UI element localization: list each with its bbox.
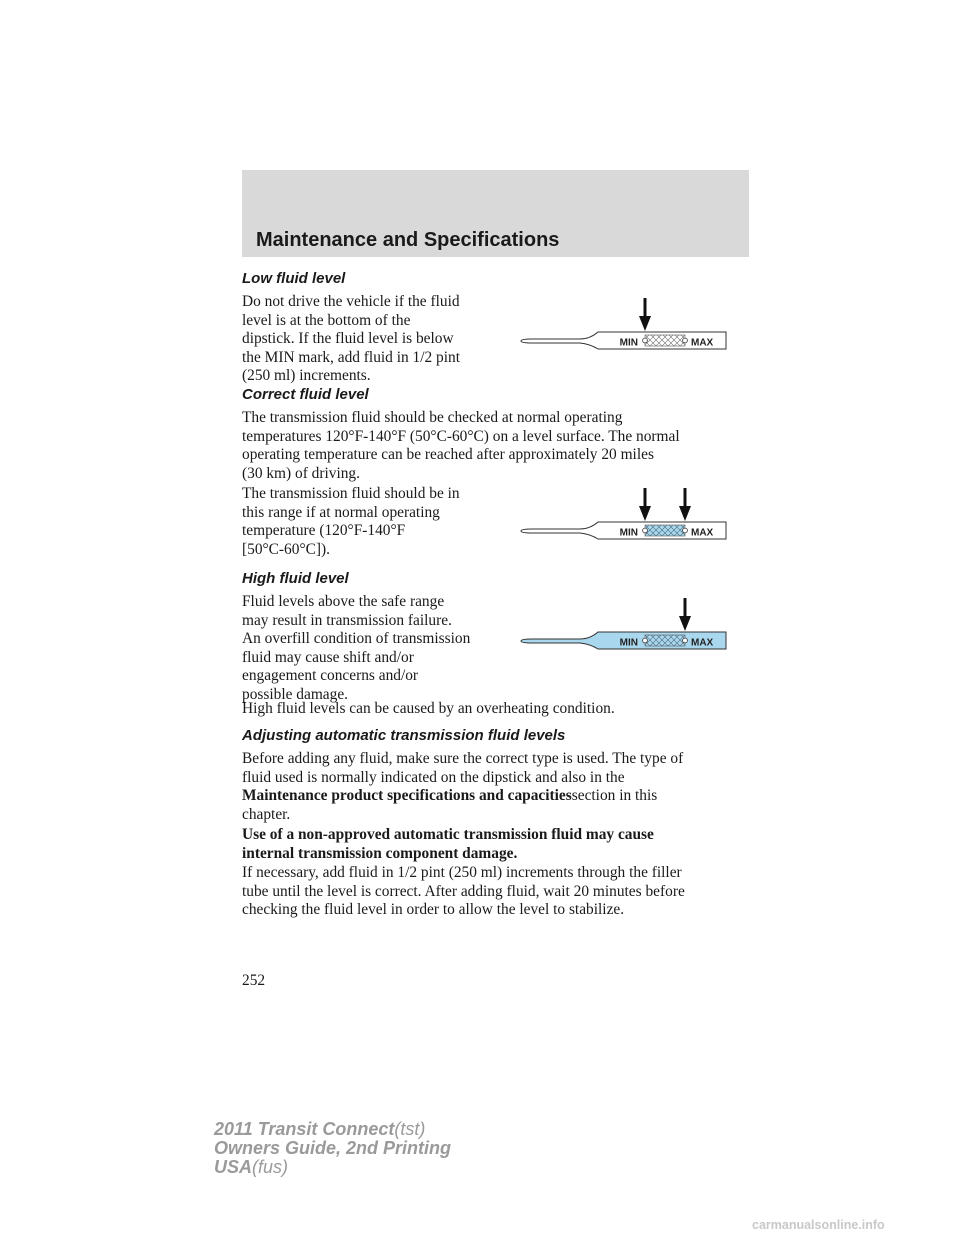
- arrow-shaft-max: [684, 488, 687, 508]
- market-code: (fus): [252, 1157, 289, 1177]
- min-label: MIN: [619, 337, 638, 349]
- min-mark: [643, 638, 648, 643]
- max-mark: [683, 638, 688, 643]
- text-line: [242, 787, 683, 806]
- vehicle-name: 2011 Transit Connect: [214, 1119, 395, 1139]
- text-line: fluid used is normally indicated on the dipstick and also in the: [242, 768, 625, 786]
- text-line: engagement concerns and/or: [242, 667, 419, 685]
- text-line: internal transmission component damage.: [242, 844, 518, 862]
- footer-line: [214, 1120, 451, 1139]
- text-line: fluid may cause shift and/or: [242, 648, 414, 666]
- text-line: The transmission fluid should be in: [242, 485, 460, 502]
- page-number: 252: [242, 972, 266, 989]
- hatch-zone: [645, 335, 685, 346]
- text-line: (250 ml) increments.: [242, 367, 371, 385]
- high-fluid-text: [242, 593, 470, 705]
- text-line: Before adding any fluid, make sure the correct type is used. The type of: [242, 750, 684, 767]
- max-label: MAX: [691, 337, 714, 349]
- arrow-shaft-min: [644, 488, 647, 508]
- spec-reference: Maintenance product specifications and capacities: [242, 787, 572, 805]
- min-label: MIN: [619, 637, 638, 649]
- section-title: Maintenance and Specifications: [256, 229, 560, 251]
- min-mark: [643, 338, 648, 343]
- arrow-head-max: [679, 506, 691, 521]
- min-label: MIN: [619, 527, 638, 539]
- spec-reference-suffix: section in this: [571, 787, 658, 805]
- adjusting-paragraph: [242, 750, 683, 824]
- text-line: the MIN mark, add fluid in 1/2 pint: [242, 348, 461, 366]
- fluid-warning: [242, 826, 654, 863]
- text-line: High fluid levels can be caused by an overheating condition.: [242, 700, 615, 717]
- hatch-zone-filled: [645, 525, 685, 536]
- min-mark: [643, 528, 648, 533]
- text-line: operating temperature can be reached after approximately 20 miles: [242, 446, 654, 464]
- high-fluid-heading: High fluid level: [242, 570, 349, 587]
- text-line: temperatures 120°F-140°F (50°C-60°C) on a level surface. The normal: [242, 427, 680, 445]
- market-name: USA: [214, 1157, 253, 1177]
- hatch-zone-filled: [645, 635, 685, 646]
- document-footer: [214, 1120, 451, 1177]
- text-line: Use of a non-approved automatic transmission fluid may cause: [242, 826, 654, 843]
- dipstick-correct-diagram: [518, 488, 728, 548]
- dipstick-low-diagram: [518, 298, 728, 358]
- footer-line: [214, 1139, 451, 1158]
- text-line: possible damage.: [242, 685, 348, 703]
- max-label: MAX: [691, 527, 714, 539]
- correct-fluid-text: [242, 409, 680, 483]
- overheating-note: [242, 700, 615, 719]
- text-line: dipstick. If the fluid level is below: [242, 330, 454, 348]
- text-line: (30 km) of driving.: [242, 464, 360, 482]
- text-line: Fluid levels above the safe range: [242, 593, 445, 610]
- text-line: Do not drive the vehicle if the fluid: [242, 293, 460, 310]
- text-line: chapter.: [242, 805, 291, 823]
- text-line: this range if at normal operating: [242, 503, 440, 521]
- arrow-shaft: [644, 298, 647, 318]
- text-line: may result in transmission failure.: [242, 611, 452, 629]
- text-line: level is at the bottom of the: [242, 311, 411, 329]
- text-line: [50°C-60°C]).: [242, 540, 330, 558]
- max-mark: [683, 528, 688, 533]
- max-label: MAX: [691, 637, 714, 649]
- max-mark: [683, 338, 688, 343]
- arrow-shaft: [684, 598, 687, 618]
- text-line: temperature (120°F-140°F: [242, 522, 406, 540]
- correct-range-text: [242, 485, 460, 559]
- adding-fluid-paragraph: [242, 864, 685, 920]
- low-fluid-heading: Low fluid level: [242, 270, 346, 287]
- guide-edition: Owners Guide, 2nd Printing: [214, 1138, 452, 1158]
- adjusting-heading: Adjusting automatic transmission fluid levels: [242, 727, 566, 744]
- low-fluid-text: [242, 293, 460, 386]
- text-line: An overfill condition of transmission: [242, 630, 471, 648]
- text-line: tube until the level is correct. After adding fluid, wait 20 minutes before: [242, 882, 685, 900]
- text-line: If necessary, add fluid in 1/2 pint (250 ml) increments through the filler: [242, 864, 682, 881]
- vehicle-code: (tst): [394, 1119, 426, 1139]
- dipstick-high-diagram: [518, 598, 728, 658]
- arrow-head: [679, 616, 691, 631]
- footer-line: [214, 1158, 451, 1177]
- text-line: checking the fluid level in order to allow the level to stabilize.: [242, 901, 625, 919]
- text-line: The transmission fluid should be checked at normal operating: [242, 409, 623, 426]
- arrow-head: [639, 316, 651, 331]
- correct-fluid-heading: Correct fluid level: [242, 386, 369, 403]
- arrow-head-min: [639, 506, 651, 521]
- watermark: carmanualsonline.info: [752, 1218, 885, 1232]
